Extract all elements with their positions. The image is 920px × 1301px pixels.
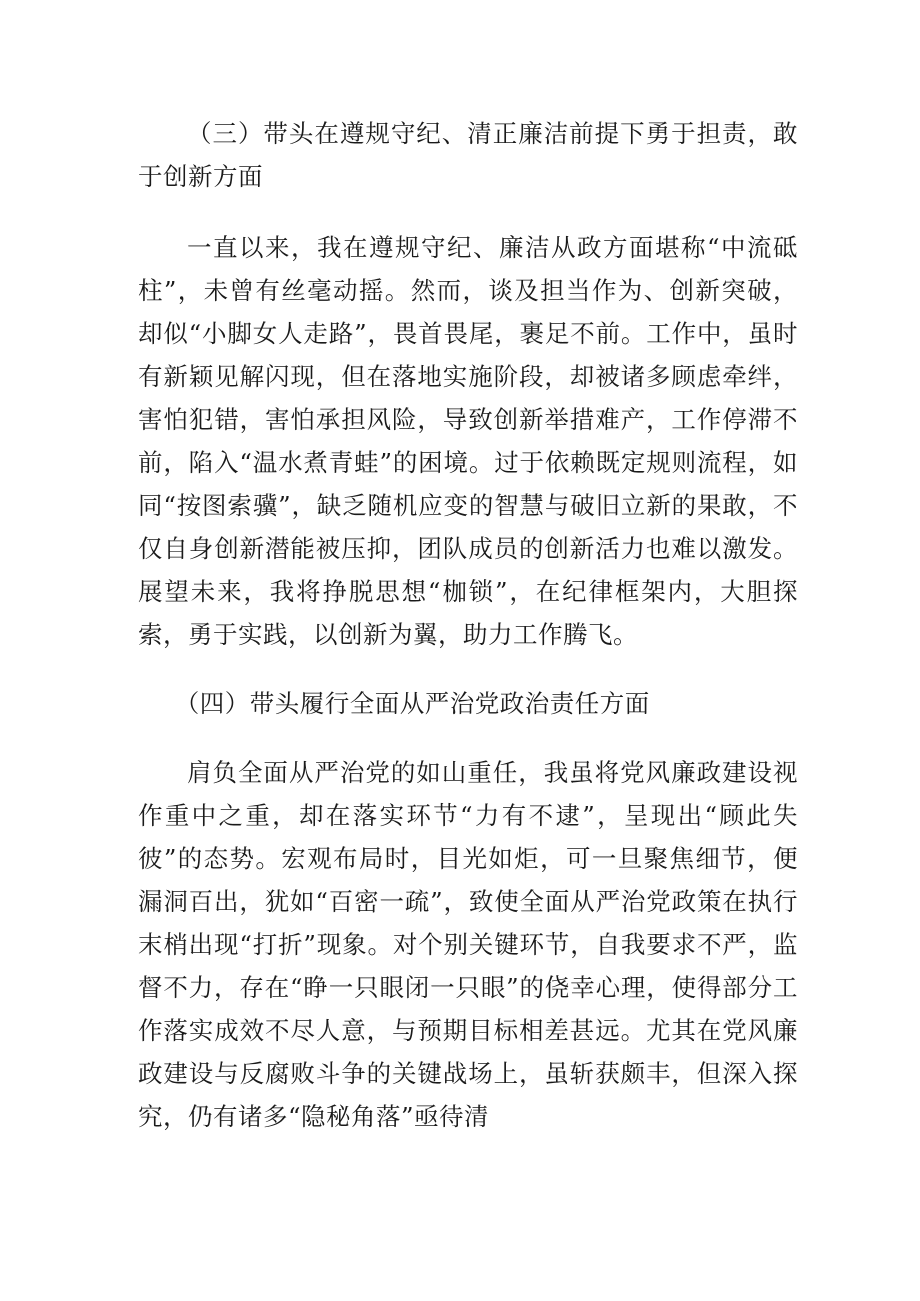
section-4-heading: （四）带头履行全面从严治党政治责任方面 <box>174 689 650 718</box>
section-3-paragraph: 一直以来，我在遵规守纪、廉洁从政方面堪称“中流砥柱”，未曾有丝毫动摇。然而，谈及担当作为、创新突破，却似“小脚女人走路”，畏首畏尾，裹足不前。工作中，虽时有新颖见解闪现，但在落地实施阶段，却被诸多顾虑牵绊，害怕犯错，害怕承担风险，导致创新举措难产，工作停滞不前，陷入“温水煮青蛙”的困境。过于依赖既定规则流程，如同“按图索骥”，缺乏随机应变的智慧与破旧立新的果敢，不仅自身创新潜能被压抑，团队成员的创新活力也难以激发。展望未来，我将挣脱思想“枷锁”，在纪律框架内，大胆探索，勇于实践，以创新为翼，助力工作腾飞。 <box>138 233 798 649</box>
section-4-paragraph: 肩负全面从严治党的如山重任，我虽将党风廉政建设视作重中之重，却在落实环节“力有不逮”，呈现出“顾此失彼”的态势。宏观布局时，目光如炬，可一旦聚焦细节，便漏洞百出，犹如“百密一疏”，致使全面从严治党政策在执行末梢出现“打折”现象。对个别关键环节，自我要求不严，监督不力，存在“睁一只眼闭一只眼”的侥幸心理，使得部分工作落实成效不尽人意，与预期目标相差甚远。尤其在党风廉政建设与反腐败斗争的关键战场上，虽斩获颇丰，但深入探究，仍有诸多“隐秘角落”亟待清 <box>138 758 798 1131</box>
document-page <box>138 112 798 1138</box>
section-3-heading: （三）带头在遵规守纪、清正廉洁前提下勇于担责，敢于创新方面 <box>138 119 798 191</box>
